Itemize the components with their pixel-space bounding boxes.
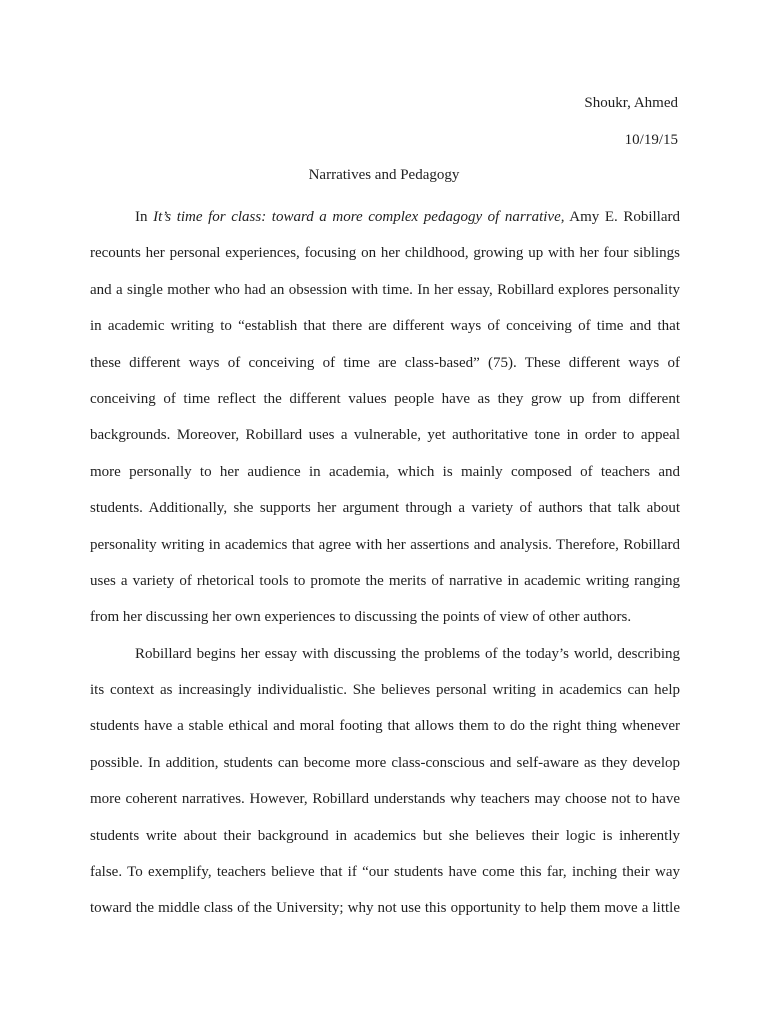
paragraph1-line: conceiving of time reflect the different values people have as they grow up from different xyxy=(90,390,680,407)
paragraph1-line: backgrounds. Moreover, Robillard uses a vulnerable, yet authoritative tone in order to appeal xyxy=(90,427,680,444)
paragraph1-line: recounts her personal experiences, focusing on her childhood, growing up with her four siblings xyxy=(90,245,680,262)
paragraph2-line: students have a stable ethical and moral footing that allows them to do the right thing whenever xyxy=(90,718,680,735)
paragraph2-line: toward the middle class of the University; why not use this opportunity to help them move a little xyxy=(90,900,680,917)
paragraph2-line: more coherent narratives. However, Robillard understands why teachers may choose not to have xyxy=(90,791,680,808)
paragraph1-line xyxy=(90,199,680,235)
paragraph1-line: uses a variety of rhetorical tools to promote the merits of narrative in academic writing ranging xyxy=(90,572,680,589)
author-name: Shoukr, Ahmed xyxy=(584,95,678,111)
paragraph2-line: false. To exemplify, teachers believe that if “our students have come this far, inching their way xyxy=(90,864,680,881)
paragraph2-line: students write about their background in academics but she believes their logic is inherently xyxy=(90,827,680,844)
paragraph1-line: students. Additionally, she supports her argument through a variety of authors that talk about xyxy=(90,500,680,517)
paragraph1-line: in academic writing to “establish that there are different ways of conceiving of time and that xyxy=(90,318,680,335)
document-title: Narratives and Pedagogy xyxy=(308,167,460,183)
paragraph2-line: possible. In addition, students can become more class-conscious and self-aware as they develop xyxy=(90,754,680,771)
paragraph1-prefix: In xyxy=(135,209,154,225)
paragraph1-line: from her discussing her own experiences to discussing the points of view of other authors. xyxy=(90,609,632,626)
document-body xyxy=(90,199,680,927)
paragraph1-suffix: Amy E. Robillard xyxy=(564,209,680,225)
paragraph1-line: more personally to her audience in academia, which is mainly composed of teachers and xyxy=(90,463,680,480)
paragraph1-line: personality writing in academics that agree with her assertions and analysis. Therefore, Robillard xyxy=(90,536,680,553)
paragraph2-line: Robillard begins her essay with discussing the problems of the today’s world, describing xyxy=(135,645,680,662)
cited-work-title: It’s time for class: toward a more complex pedagogy of narrative, xyxy=(153,209,565,225)
paragraph1-line: and a single mother who had an obsession with time. In her essay, Robillard explores personality xyxy=(90,281,680,298)
paragraph2-line: its context as increasingly individualistic. She believes personal writing in academics can help xyxy=(90,682,680,699)
document-date: 10/19/15 xyxy=(624,132,678,148)
paragraph1-line: these different ways of conceiving of time are class-based” (75). These different ways of xyxy=(90,354,680,371)
